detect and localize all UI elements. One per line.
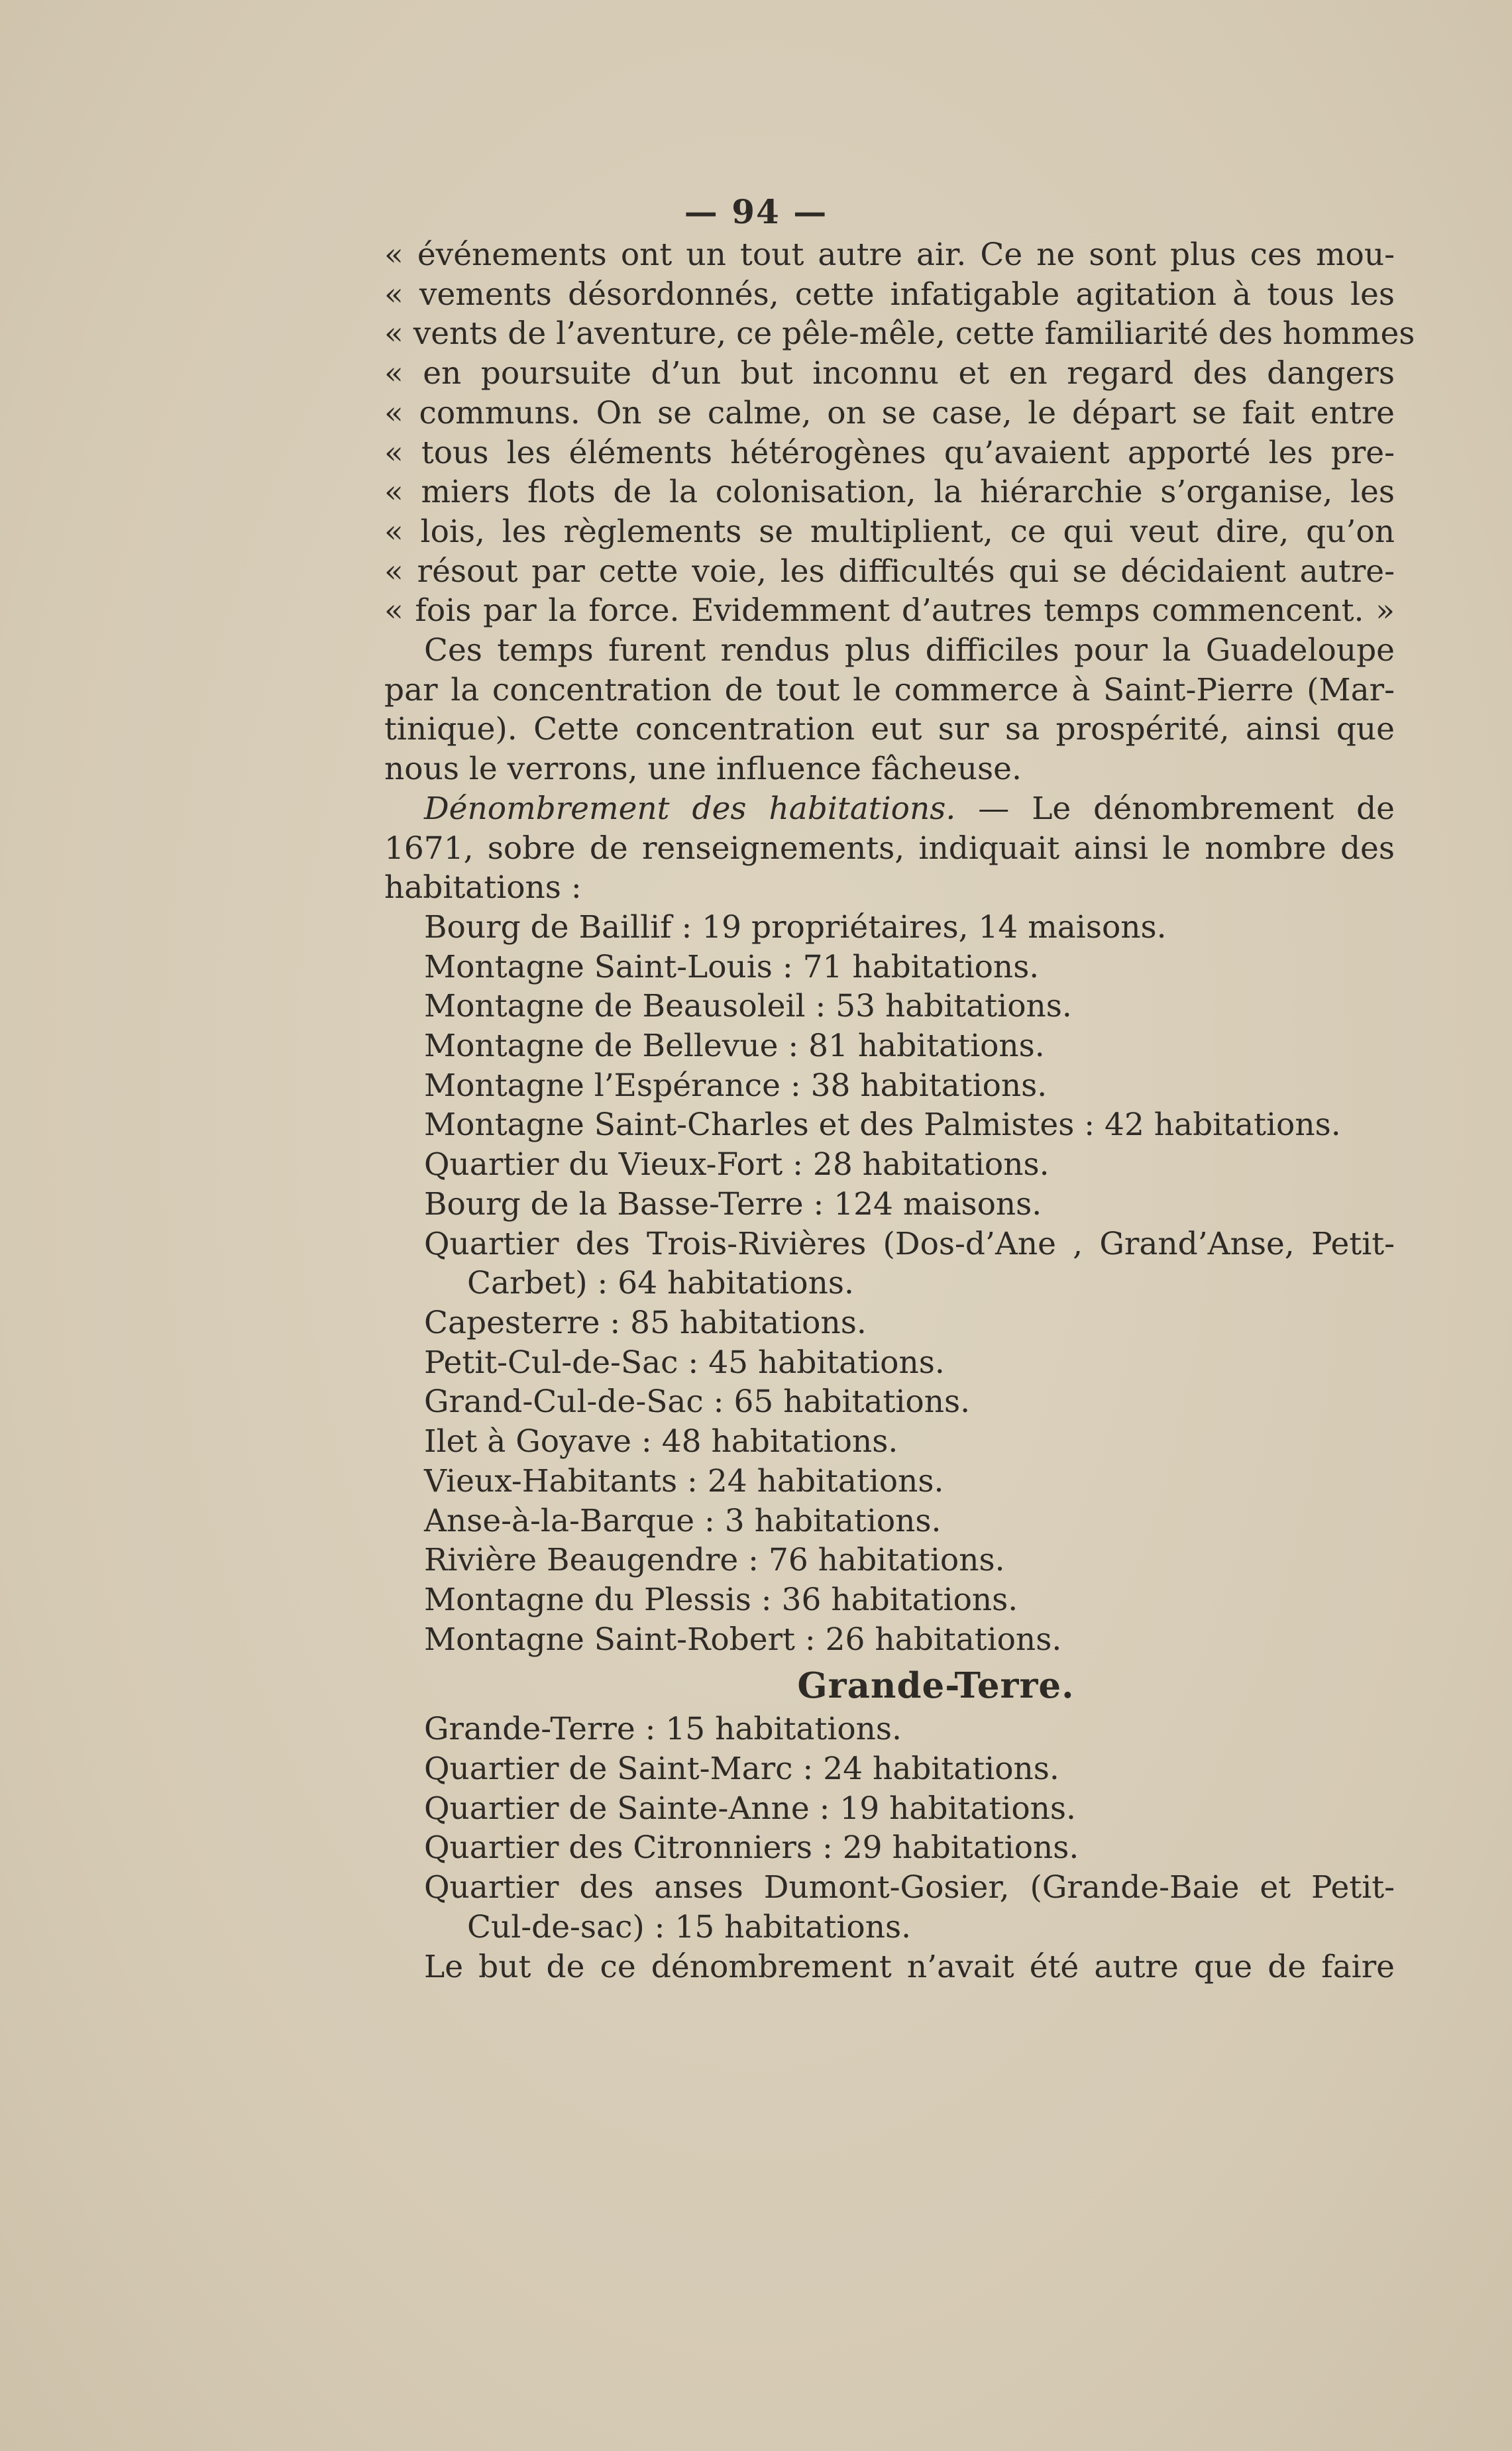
paragraph-line: nous le verrons, une influence fâcheuse. [384, 751, 1022, 788]
list-item: Vieux-Habitants : 24 habitations. [424, 1462, 944, 1499]
list-item: Capesterre : 85 habitations. [424, 1304, 867, 1341]
section-heading: Grande-Terre. [797, 1665, 1075, 1707]
list-item: Montagne de Beausoleil : 53 habitations. [424, 988, 1072, 1025]
list-item: Anse-à-la-Barque : 3 habitations. [424, 1502, 942, 1539]
list-item: Quartier de Sainte-Anne : 19 habitations. [424, 1790, 1076, 1827]
paragraph-line: par la concentration de tout le commerce à Saint-Pierre (Mar- [384, 671, 1395, 708]
list-item: Montagne du Plessis : 36 habitations. [424, 1581, 1018, 1618]
list-item-continuation: Carbet) : 64 habitations. [467, 1265, 854, 1302]
list-item: Quartier des Trois-Rivières (Dos-d’Ane , Grand’Anse, Petit- [424, 1225, 1395, 1262]
quote-line: « vements désordonnés, cette infatigable agitation à tous les [384, 276, 1395, 313]
denombrement-subtitle: Dénombrement des habitations. [424, 790, 956, 827]
paragraph-line: tinique). Cette concentration eut sur sa prospérité, ainsi que [384, 711, 1395, 748]
denombrement-line: 1671, sobre de renseignements, indiquait ainsi le nombre des [384, 830, 1395, 867]
list-item: Montagne de Bellevue : 81 habitations. [424, 1028, 1045, 1065]
list-item: Quartier de Saint-Marc : 24 habitations. [424, 1751, 1059, 1788]
denombrement-first-rest: — Le dénombrement de [978, 790, 1395, 827]
list-item: Grand-Cul-de-Sac : 65 habitations. [424, 1384, 971, 1421]
page-number: — 94 — [684, 192, 828, 231]
quote-line: « communs. On se calme, on se case, le départ se fait entre [384, 394, 1395, 431]
list-item: Quartier des Citronniers : 29 habitations. [424, 1829, 1079, 1867]
list-item: Bourg de la Basse-Terre : 124 maisons. [424, 1185, 1042, 1223]
paragraph-line: Ces temps furent rendus plus difficiles pour la Guadeloupe [424, 632, 1395, 669]
quote-line: « en poursuite d’un but inconnu et en regard des dangers [384, 355, 1395, 392]
list-item: Bourg de Baillif : 19 propriétaires, 14 maisons. [424, 908, 1167, 946]
quote-line: « résout par cette voie, les difficultés qui se décidaient autre- [384, 553, 1395, 590]
list-item: Montagne Saint-Charles et des Palmistes : 42 habitations. [424, 1107, 1341, 1144]
list-item: Rivière Beaugendre : 76 habitations. [424, 1542, 1005, 1579]
list-item: Quartier des anses Dumont-Gosier, (Grande-Baie et Petit- [424, 1869, 1395, 1906]
list-item: Grande-Terre : 15 habitations. [424, 1711, 902, 1748]
list-item: Montagne Saint-Robert : 26 habitations. [424, 1621, 1062, 1658]
list-item: Ilet à Goyave : 48 habitations. [424, 1423, 898, 1460]
list-item-continuation: Cul-de-sac) : 15 habitations. [467, 1908, 912, 1945]
quote-line: « vents de l’aventure, ce pêle-mêle, cette familiarité des hommes [384, 315, 1415, 353]
page-body [384, 235, 1415, 1987]
list-item: Petit-Cul-de-Sac : 45 habitations. [424, 1344, 945, 1381]
quote-line: « miers flots de la colonisation, la hiérarchie s’organise, les [384, 474, 1395, 511]
quote-line: « fois par la force. Evidemment d’autres temps commencent. » [384, 592, 1395, 629]
denombrement-line: habitations : [384, 869, 582, 906]
list-item: Quartier du Vieux-Fort : 28 habitations. [424, 1146, 1050, 1183]
quote-line: « tous les éléments hétérogènes qu’avaient apporté les pre- [384, 434, 1395, 471]
list-item: Montagne l’Espérance : 38 habitations. [424, 1067, 1048, 1104]
closing-line: Le but de ce dénombrement n’avait été autre que de faire [424, 1948, 1395, 1985]
quote-line: « lois, les règlements se multiplient, ce qui veut dire, qu’on [384, 513, 1395, 550]
denombrement-first-line [384, 789, 1395, 829]
quote-line: « événements ont un tout autre air. Ce ne sont plus ces mou- [384, 237, 1395, 273]
list-item: Montagne Saint-Louis : 71 habitations. [424, 948, 1040, 985]
